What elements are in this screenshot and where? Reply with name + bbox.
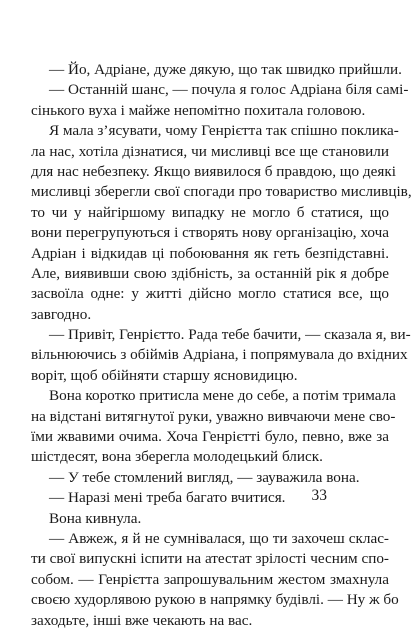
text-line: Вона кивнула. bbox=[49, 509, 142, 527]
text-line: — У тебе стомлений вигляд, — зауважила вона. bbox=[49, 468, 360, 486]
text-line: сінького вуха і майже непомітно похитала головою. bbox=[31, 101, 366, 119]
text-line: Вона коротко притисла мене до себе, а потім тримала bbox=[49, 387, 396, 405]
text-line: на відстані витягнутої руки, уважно вивчаючи мене сво- bbox=[31, 407, 396, 425]
text-line: Адріан і відкидав ці побоювання як геть безпідставні. bbox=[31, 244, 389, 262]
text-line: завгодно. bbox=[31, 305, 92, 323]
text-line: вільнюючись з обіймів Адріана, і попрямувала до вхідних bbox=[31, 346, 408, 364]
text-line: то чи у найгіршому випадку не могло б статися, що bbox=[31, 203, 389, 221]
text-line: ла нас, хотіла дізнатися, чи мисливці все ще становили bbox=[31, 142, 389, 160]
text-line: своєю худорлявою рукою в напрямку будівлі. — Ну ж бо bbox=[31, 591, 399, 609]
text-line: Але, виявивши свою здібність, за останній рік я добре bbox=[31, 264, 389, 282]
text-line: воріт, щоб обійняти старшу ясновидицю. bbox=[31, 366, 298, 384]
body-text bbox=[31, 60, 412, 631]
text-line: шістдесят, вона зберегла молодецький блиск. bbox=[31, 448, 323, 466]
page-number: 33 bbox=[311, 487, 327, 504]
text-line: — Останній шанс, — почула я голос Адріана біля самі- bbox=[49, 81, 409, 99]
text-line: — Йо, Адріане, дуже дякую, що так швидко прийшли. bbox=[49, 61, 402, 78]
text-line: — Привіт, Генрієтто. Рада тебе бачити, — сказала я, ви- bbox=[49, 326, 411, 344]
text-line: заходьте, інші вже чекають на вас. bbox=[31, 611, 253, 629]
text-line: вони перегрупуються і створять нову організацію, хоча bbox=[31, 224, 389, 242]
text-line: ти свої випускні іспити на атестат зрілості чесним спо- bbox=[31, 550, 389, 568]
text-line: для нас небезпеку. Якщо виявилося б правдою, що деякі bbox=[31, 162, 396, 180]
text-line: їми жвавими очима. Хоча Генрієтті було, певно, вже за bbox=[31, 428, 389, 446]
text-line: собом. — Генрієтта запрошувальним жестом змахнула bbox=[31, 570, 389, 588]
text-line: — Наразі мені треба багато вчитися. bbox=[49, 489, 286, 507]
text-line: — Авжеж, я й не сумнівалася, що ти захочеш склас- bbox=[49, 529, 389, 547]
text-line: Я мала з’ясувати, чому Генрієтта так спішно поклика- bbox=[49, 122, 399, 140]
text-line: мисливці зберегли свої спогади про товариство мисливців, bbox=[31, 183, 412, 201]
text-line: засвоїла одне: у житті дійсно могло статися все, що bbox=[31, 285, 389, 303]
